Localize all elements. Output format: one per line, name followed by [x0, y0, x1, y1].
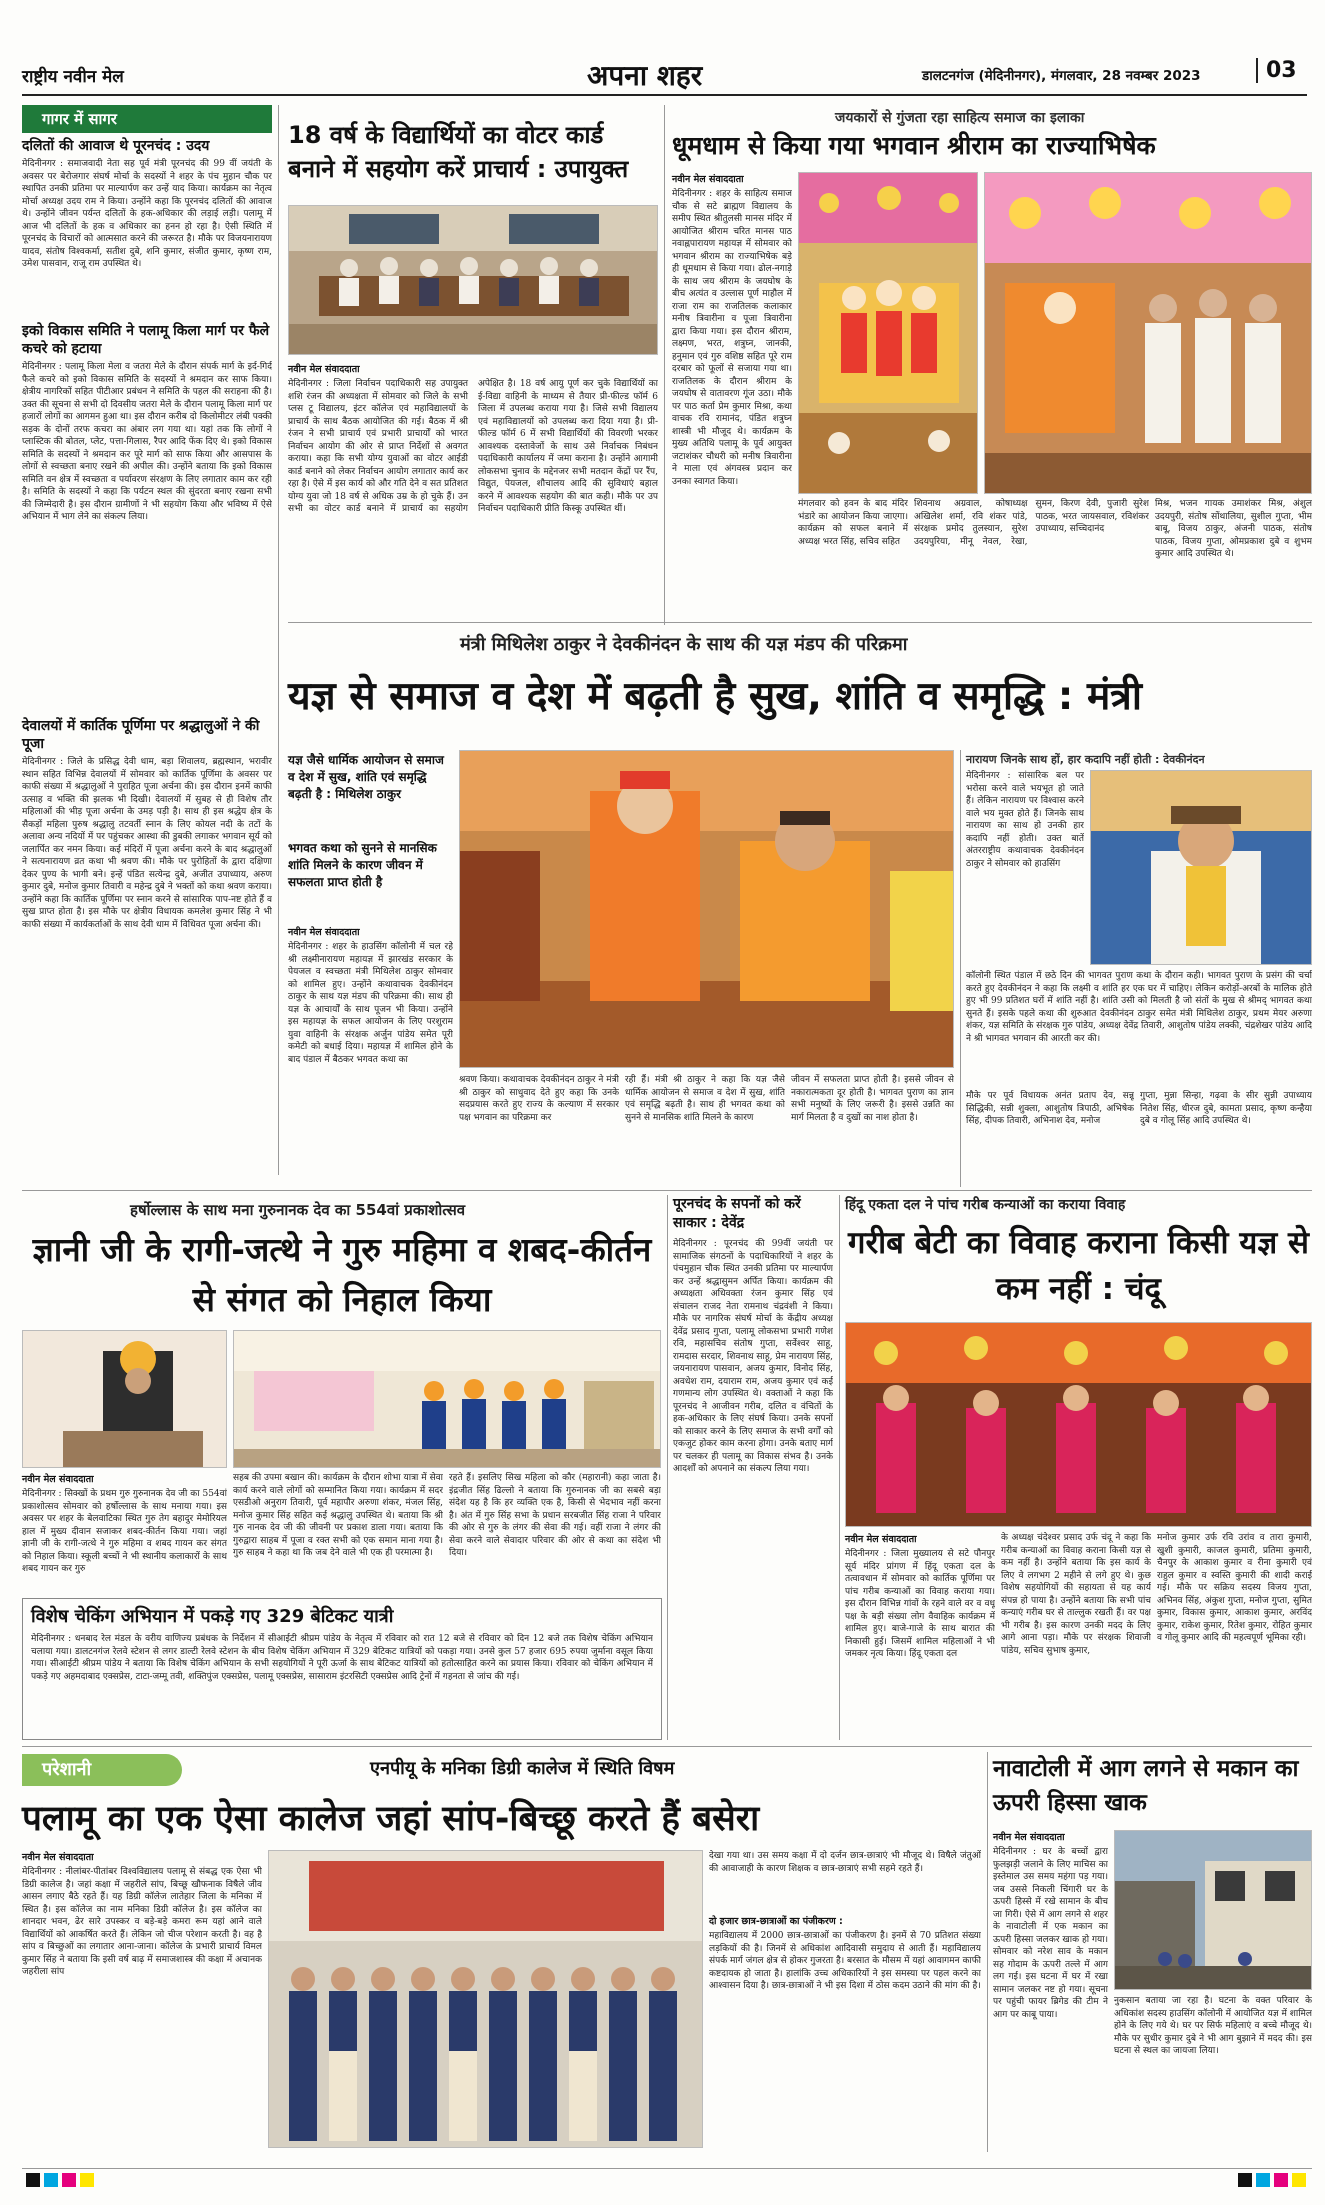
kicker-minister: मंत्री मिथिलेश ठाकुर ने देवकीनंदन के साथ की यज्ञ मंडप की परिक्रमा — [460, 634, 908, 655]
section-title: अपना शहर — [587, 59, 703, 92]
ram-article-col4: मिश्र, भजन गायक उमाशंकर मिश्र, अंशुल उदयपुरी, संतोष सोंथालिया, सुशील गुप्ता, भीम बाबू, विजय ठाकुर, अंजनी पाठक, संतोष पाठक, विजय गुप्ता, ओमप्रकाश दुबे व शुभम कुमार आदि उपस्थित थे। — [1155, 499, 1312, 559]
guru-article-col1 — [22, 1472, 227, 1590]
college-subhead: दो हजार छात्र-छात्राओं का पंजीकरण : — [709, 1916, 843, 1927]
headline-minister: यज्ञ से समाज व देश में बढ़ती है सुख, शांति व समृद्धि : मंत्री — [288, 674, 1142, 719]
article-body: मेदिनीनगर : नीलांबर-पीतांबर विश्वविद्यालय पलामू से संबद्ध एक ऐसा भी डिग्री कालेज है। जहां कक्षा में जहरीले सांप, बिच्छू खौफनाक विषैले जीव आसन लगाए बैठे रहते हैं। यह डिग्री कॉलेज लातेहार जिला के मनिका में स्थित है। इस कॉलेज का नाम मनिका डिग्री कॉलेज है। इस कॉलेज का शानदार भवन, ढेर सारे उपस्कर व बड़े-बड़े कमरा रूम यहां आने वाले विद्यार्थियों को आकर्षित करते हैं। लेकिन जो चीज परेशान करती है। वह है सांप व बिच्छुओं का लगातार आना-जाना। कॉलेज के प्रभारी प्राचार्य विमल कुमार सिंह ने बताया कि इसी वर्ष बाढ़ में समाजशास्त्र की कक्षा में अचानक जहरीला सांप — [22, 1867, 262, 1977]
article-body: मेदिनीनगर : घर के बच्चों द्वारा फुलझड़ी जलाने के लिए माचिस का इस्तेमाल उस समय महंगा पड़ गया। जब उससे निकली चिंगारी घर के ऊपरी हिस्से में रखे सामान के बीच जा गिरी। ऐसे में आग लगने से शहर के नावाटोली में एक मकान का ऊपरी हिस्सा जलकर खाक हो गया। सोमवार को नरेश साव के मकान सह गोदाम के ऊपरी तल्ले में आग लग गई। इस घटना में घर में रखा सामान जलकर नष्ट हो गया। सूचना पर पहुंची फायर ब्रिगेड की टीम ने आग पर काबू पाया। — [993, 1847, 1108, 2020]
headline-wedding: गरीब बेटी का विवाह कराना किसी यज्ञ से कम नहीं : चंदू — [848, 1225, 1309, 1307]
photo-raagi — [22, 1330, 227, 1468]
minister-quote-1: यज्ञ जैसे धार्मिक आयोजन से समाज व देश में सुख, शांति एवं समृद्धि बढ़ती है : मिथिलेश ठाकुर — [288, 753, 444, 801]
article-body: मेदिनीनगर : शहर के हाउसिंग कॉलोनी में चल रहे श्री लक्ष्मीनारायण महायज्ञ में झारखंड सरकार के पेयजल व स्वच्छता मंत्री मिथिलेश ठाकुर सोमवार को शामिल हुए। उन्होंने कथावाचक देवकीनंदन ठाकुर के साथ यज्ञ मंडप की परिक्रमा की। साथ ही यज्ञ के आचार्यों के साथ पूजन भी किया। उन्होंने इस महायज्ञ के सफल आयोजन के लिए परशुराम युवा वाहिनी के संरक्षक अर्जुन पांडेय समेत पूरी कमेटी को बधाई दिया। महायज्ञ में शामिल होने के बाद पंडाल में बैठकर भगवत कथा का — [288, 942, 453, 1065]
photo-devkinandan — [1090, 770, 1312, 965]
ram-article-col1 — [672, 172, 792, 617]
left-column — [22, 105, 272, 1175]
byline: नवीन मेल संवाददाता — [288, 927, 360, 938]
guru-article-col3: रहते हैं। इसलिए सिख महिला को कौर (महारानी) कहा जाता है। इंद्रजीत सिंह ढिल्लो ने बताया कि गुरुनानक जी का सबसे बड़ा संदेश यह है कि हर व्यक्ति एक है, किसी से भेदभाव नहीं करना है। अंत में गुरु सिंह सभा के प्रधान सरबजीत सिंह राजा ने परिवार की ओर से गुरु के लंगर की सेवा की गई। वहीं राजा ने लंगर की सेवा करने वाले सेवादार परिवार की ओर से कथा का संदेश भी दिया। — [449, 1473, 661, 1558]
dateline: डालटनगंज (मेदिनीनगर), मंगलवार, 28 नवम्बर 2023 — [922, 68, 1201, 84]
article-body: मेदिनीनगर : सिक्खों के प्रथम गुरु गुरुनानक देव जी का 554वां प्रकाशोत्सव सोमवार को हर्षोल्लास के साथ मनाया गया। इस अवसर पर शहर के बेलवाटिका स्थित गुरु तेग बहादुर मेमोरियल हाल में मुख्य दीवान सजाकर शबद-कीर्तन किया गया। जहां ज्ञानी जी के रागी-जत्थे ने गुरु महिमा व शबद गायन कर संगत को निहाल किया। स्कूली बच्चों ने भी स्थानीय कलाकारों के साथ शबद गायन कर गुरु — [22, 1489, 227, 1574]
wedding-article-col3: मनोज कुमार उर्फ रवि उरांव व तारा कुमारी, खुशी कुमारी, काजल कुमारी, प्रतिमा कुमारी, चैनपुर के आकाश कुमार व रीना कुमारी एवं राहुल कुमार व स्वस्ति कुमारी की शादी कराई गई। मौके पर सक्रिय सदस्य विजय गुप्ता, अभिनव सिंह, अंकुश गुप्ता, मनोज गुप्ता, सुमित कुमार, विकास कुमार, आकाश कुमार, अरविंद कुमार, राकेश कुमार, रितेश कुमार, रोहित कुमार व गोलू कुमार आदि की महत्वपूर्ण भूमिका रही। — [1157, 1533, 1312, 1643]
ram-article-col2: मंगलवार को हवन के बाद मंदिर भंडारे का आयोजन किया जाएगा। कार्यक्रम को सफल बनाने में अध्यक्ष भरत सिंह, सचिव सहित — [798, 499, 908, 547]
kicker-wedding: हिंदू एकता दल ने पांच गरीब कन्याओं का कराया विवाह — [845, 1197, 1126, 1213]
voter-article — [288, 362, 658, 612]
side-kicker: नारायण जिनके साथ हों, हार कदापि नहीं होती : देवकीनंदन — [966, 753, 1205, 766]
brief-body-3: मेदिनीनगर : जिले के प्रसिद्ध देवी धाम, बड़ा शिवालय, ब्रह्मस्थान, भरावीर स्थान सहित विभिन्न देवालयों में सोमवार को कार्तिक पूर्णिमा के अवसर पर काफी संख्या में श्रद्धालुओं ने पुराहित पूजा अर्चना की। इस दौरान इनमें काफी उत्साह व भक्ति की झलक भी दिखी। देवालयों में सुबह से ही विशेष तौर महिलाओं की भीड़ पूजा अर्चना के उमड़ पड़ी है। साथ ही इस श्रद्धेय क्षेत्र के सैकड़ों महिला पुरुष श्रद्धालु तटवर्ती स्नान के लिए कोयल नदी के तटों के अलावा अन्य नदियों में पर पहुंचकर आस्था की डुबकी लगाकर भगवान सूर्य को जलार्पित कर नमन किया। कई मंदिरों में पूजा अर्चना करने के बाद श्रद्धालुओं ने सत्यनारायण व्रत कथा भी श्रवण की। मौके पर पुरोहितों के द्वारा दक्षिणा देकर पुण्य के भागी बने। इन्हें पंडित सत्येन्द्र दुबे, अजीत उपाध्याय, अरुण कुमार दुबे, मनोज कुमार तिवारी व महेन्द्र दुबे ने भक्तों को कथा श्रवण कराया। उन्होंने कहा कि कार्तिक पूर्णिमा पर स्नान करने से सांसारिक पाप-नष्ट होते हैं व सुख प्राप्त होता है। इस मौके पर क्षेत्रीय विधायक कमलेश कुमार सिंह ने भी काफी संख्या में कार्यकर्ताओं के साथ देवी धाम में विधिवत पूजा अर्चना की। — [22, 757, 272, 930]
minister-article-col1 — [288, 925, 453, 1187]
wedding-article-col2: के अध्यक्ष चंदेश्वर प्रसाद उर्फ चंदू ने कहा कि गरीब कन्याओं का विवाह कराना किसी यज्ञ से कम नहीं है। उन्होंने बताया कि इस कार्य के लिए वे लगभग 2 महीने से लगे हुए थे। कुछ विशेष सहयोगियों की सहायता से यह कार्य संपन्न हो पाया है। उन्होंने बताया कि सभी पांच कन्याएं गरीब घर से ताल्लुक रखती हैं। वर पक्ष भी गरीब है। इस कारण उनकी मदद के लिए आगे आना पड़ा। मौके पर संरक्षक शिवाजी पांडेय, सचिव सुभाष कुमार, — [1001, 1533, 1151, 1656]
side-article-col2: कॉलोनी स्थित पंडाल में छठे दिन की भागवत पुराण कथा के दौरान कही। भागवत पुराण के प्रसंग की चर्चा करते हुए देवकीनंदन ने कहा कि लक्ष्मी व शांति हर एक घर में चाहिए। लेकिन करोड़ों-अरबों के मालिक होते हुए भी 99 प्रतिशत घरों में शांति नहीं है। शांति उसी को मिलती है जो संतों के मुख से श्रीमद् भागवत कथा सुनते हैं। इसके पहले कथा की शुरुआत देवकीनंदन ठाकुर समेत मंत्री मिथिलेश ठाकुर, प्रथम मेयर अरुणा शंकर, यज्ञ समिति के संरक्षक गुरु पांडेय, अध्यक्ष देवेंद्र तिवारी, आशुतोष पांडेय लक्की, चंद्रशेखर पांडेय आदि ने श्री भागवत भगवान की आरती कर की। — [966, 971, 1312, 1044]
guru-article-col2: सहब की उपमा बखान की। कार्यक्रम के दौरान शोभा यात्रा में सेवा कार्य करने वाले लोगों को सम्मानित किया गया। कार्यक्रम में सदर एसडीओ अनुराग तिवारी, पूर्व महापौर अरुणा शंकर, मंजल सिंह, मनोज कुमार सिंह सहित कई श्रद्धालु उपस्थित थे। बताया कि श्री गुरु नानक देव जी की जीवनी पर प्रकाश डाला गया। बताया कि गुरुद्वारा साहब में पूजा व रक्त सभी को एक समान माना गया है। गुरु साहब ने कहा था कि जब देने वाले भी एक ही परमात्मा है। — [233, 1473, 443, 1558]
kicker-college: एनपीयू के मनिका डिग्री कालेज में स्थिति विषम — [370, 1758, 675, 1779]
minister-article-col3: रही हैं। मंत्री श्री ठाकुर ने कहा कि यज्ञ जैसे धार्मिक आयोजन से समाज व देश में सुख, शांति एवं समृद्धि बढ़ती है। साथ ही भगवत कथा को सुनने से मानसिक शांति मिलने के कारण — [625, 1075, 785, 1123]
headline-college: पलामू का एक ऐसा कालेज जहां सांप-बिच्छू करते हैं बसेरा — [22, 1799, 760, 1839]
section-tag-pareshani: परेशानी — [22, 1754, 182, 1786]
minister-article-col4: जीवन में सफलता प्राप्त होती है। इससे जीवन से नकारात्मकता दूर होती है। भागवत पुराण का ज्ञान सभी मनुष्यों के लिए जरूरी है। इससे उन्नति का मार्ग मिलता है व दुखों का नाश होता है। — [791, 1075, 954, 1123]
column-tag: गागर में सागर — [22, 105, 272, 133]
photo-gurudwara-hall — [233, 1330, 661, 1468]
headline-fire: नावाटोली में आग लगने से मकान का ऊपरी हिस्सा खाक — [993, 1756, 1299, 1816]
photo-fire — [1114, 1830, 1312, 1990]
byline: नवीन मेल संवाददाता — [672, 174, 744, 185]
photo-rajtilak — [984, 172, 1312, 494]
photo-wedding — [845, 1322, 1312, 1527]
article-body: मेदिनीनगर : शहर के साहित्य समाज चौक से सटे ब्राह्मण विद्यालय के समीप स्थित श्रीतुलसी मानस मंदिर में आयोजित श्रीराम चरित मानस पाठ नवाह्नपारायण महायज्ञ में सोमवार को भगवान श्रीराम का राज्याभिषेक बड़े ही धूमधाम से किया गया। ढोल-नगाड़े के साथ जय श्रीराम के जयघोष के बीच अत्यंत व उल्लास पूर्ण माहौल में राजा राम का राजतिलक कलाकार मनीष त्रिवारीना व पूजा त्रिवारीना द्वारा किया गया। इस दौरान श्रीराम, लक्ष्मण, भरत, शत्रुघ्न, जानकी, हनुमान एवं गुरु वशिष्ठ सहित पूरे राम दरबार को फूलों से सजाया गया था। राजतिलक के दौरान श्रीराम के जयघोष से वातावरण गूंज उठा। मौके पर पाठ कर्ता प्रेम कुमार मिश्रा, कथा वाचक रवि रामानंद, पंडित शत्रुघ्न शास्त्री भी मौजूद थे। कार्यक्रम के मुख्य अतिथि पलामू के पूर्व आयुक्त जटाशंकर चौधरी को मनीष त्रिवारीना ने माला एवं अंगवस्त्र प्रदान कर उनका स्वागत किया। — [672, 189, 792, 487]
kicker-guru: हर्षोल्लास के साथ मना गुरुनानक देव का 554वां प्रकाशोत्सव — [130, 1201, 466, 1219]
train-box — [22, 1598, 662, 1740]
brief-title-2: इको विकास समिति ने पलामू किला मार्ग पर फैले कचरे को हटाया — [22, 323, 270, 357]
brief-title-1: दलितों की आवाज थे पूरनचंद : उदय — [22, 138, 210, 154]
puran-article: मेदिनीनगर : पूरनचंद की 99वीं जयंती पर सामाजिक संगठनों के पदाधिकारियों ने शहर के पंचमुहान चौक स्थित उनकी प्रतिमा पर माल्यार्पण कर उन्हें श्रद्धासुमन अर्पित किया। कार्यक्रम की अध्यक्षता अधिवक्ता रंजन कुमार सिंह एवं संचालन राजद नेता रामनाथ चंद्रवंशी ने किया। मौके पर नागरिक संघर्ष मोर्चा के केंद्रीय अध्यक्ष देवेंद्र प्रसाद गुप्ता, पलामू लोकसभा प्रभारी गणेश रवि, महासचिव संतोष गुप्ता, सर्वेश्वर साहू, रामदास सरदार, शिवनाथ साहू, प्रेम नारायण सिंह, जयनारायण पासवान, अजय कुमार, विनोद सिंह, अवधेश राम, दयाराम राम, अजय कुमार एवं कई गणमान्य लोग उपस्थित थे। वक्ताओं ने कहा कि पूरनचंद ने आजीवन गरीब, दलित व वंचितों के हक-अधिकार के लिए संघर्ष किया। उनके सपनों को साकार करने के लिए समाज के सभी वर्गों को एकजुट होकर काम करना होगा। उनके बताए मार्ग पर चलकर ही पलामू का विकास संभव है। उनके आदर्शों को अपनाने का संकल्प लिया गया। — [673, 1239, 833, 1474]
side-article-col3: मौके पर पूर्व विधायक अनंत प्रताप देव, सन्नू सिद्धिकी, सन्नी शुक्ला, आशुतोष त्रिपाठी, अभिषेक सिंह, दीपक तिवारी, अभिनाश देव, मनोज — [966, 1091, 1134, 1126]
kicker-ram: जयकारों से गुंजता रहा साहित्य समाज का इलाका — [835, 110, 1085, 126]
byline: नवीन मेल संवाददाता — [22, 1852, 94, 1863]
brief-body-1: मेदिनीनगर : समाजवादी नेता सह पूर्व मंत्री पूरनचंद की 99 वीं जयंती के अवसर पर बेरोजगार संघर्ष मोर्चा के सदस्यों ने शहर के पंच मुहान चौक पर स्थापित उनकी प्रतिमा पर माल्यार्पण कर उन्हें याद किया। कार्यक्रम का नेतृत्व मोर्चा अध्यक्ष उदय राम ने किया। उन्होंने कहा कि पूरनचंद दलितों की आवाज थे। उन्होंने जीवन पर्यन्त दलितों के हक-अधिकार की लड़ाई लड़ी। पलामू में आज भी दलितों के हक व अधिकार का हनन हो रहा है। ऐसी स्थिति में पूरनचंद के विचारों को आत्मसात करने की जरूरत है। मौके पर विजयनारायण यादव, संतोष विश्वकर्मा, सतीश दुबे, शनि कुमार, संजीत कुमार, कृष्ण राम, उमेश पासवान, राजू राम उपस्थित थे। — [22, 159, 272, 269]
minister-quote-2: भगवत कथा को सुनने से मानसिक शांति मिलने के कारण जीवन में सफलता प्राप्त होती है — [288, 841, 437, 889]
byline: नवीन मेल संवाददाता — [993, 1832, 1065, 1843]
college-article-col2 — [709, 1850, 981, 2150]
side-article-col1: मेदिनीनगर : सांसारिक बल पर भरोसा करने वाले भयभूत हो जाते हैं। लेकिन नारायण पर विश्वास करने वाले भय मुक्त होते हैं। जिनके साथ नारायण का साथ हो उनकी हार कदापि नहीं होती। उक्त बातें अंतरराष्ट्रीय कथावाचक देवकीनंदन ठाकुर ने सोमवार को हाउसिंग — [966, 771, 1084, 869]
brief-body-2: मेदिनीनगर : पलामू किला मेला व जतरा मेले के दौरान संपर्क मार्ग के इर्द-गिर्द फैले कचरे को इको विकास समिति के सदस्यों ने श्रमदान कर साफ किया। क्षेत्रीय नागरिकों सहित पीटीआर प्रबंधन ने समिति के पहल की सराहना की है। उक्त की सूचना से सभी दो दिवसीय जतरा मेले के दौरान पलामू किला मार्ग पर हजारों लोगों का आगमन हुआ था। इस दौरान करीब दो किलोमीटर लंबी पक्की सड़क के दोनों तरफ कचरा का अंबार लग गया था। यहां तक कि लोगों ने प्लास्टिक की बोतल, प्लेट, पत्ता-गिलास, रैपर आदि फेंक दिए थे। इको विकास समिति के सदस्यों ने श्रमदान कर पूरे मार्ग को साफ किया और आसपास के लोगों से स्वच्छता बनाए रखने की अपील की। उन्होंने बताया कि इको विकास समिति वन क्षेत्र में स्वच्छता व पर्यावरण संरक्षण के लिए लगातार काम कर रही है। समिति के सदस्यों ने कहा कि पर्यटन स्थल की सुंदरता बनाए रखना सभी की जिम्मेदारी है। इस दौरान ग्रामीणों ने भी सहयोग किया और भविष्य में ऐसे अभियान में भाग लेने का संकल्प लिया। — [22, 362, 272, 522]
photo-college-group — [268, 1850, 703, 2148]
ram-article-col3: शिवनाथ अग्रवाल, कोषाध्यक्ष अखिलेश शर्मा, रवि शंकर पांडे, संरक्षक प्रमोद तुलस्यान, सुरेश उदयपुरिया, मीनू नेवल, रेखा, सुमन, किरण देवी, पुजारी सुरेश पाठक, भरत जायसवाल, रविशंकर उपाध्याय, सच्चिदानंद — [914, 499, 1149, 547]
side-article-col4: गुप्ता, मुन्ना सिन्हा, गढ़वा के सीर सुन्नी उपाध्याय नितेश सिंह, धीरज दुबे, कामता प्रसाद, कृष्ण कन्हैया दुबे व गोलू सिंह आदि उपस्थित थे। — [1140, 1091, 1312, 1126]
byline: नवीन मेल संवाददाता — [22, 1474, 94, 1485]
train-article: मेदिनीनगर : धनबाद रेल मंडल के वरीय वाणिज्य प्रबंधक के निर्देशन में सीआईटी श्रीप्रम पांडेय के नेतृत्व में रविवार को रात 12 बजे से रविवार को दिन 12 बजे तक विशेष चेकिंग अभियान चलाया गया। डालटनगंज रेलवे स्टेशन से लगर डाल्टी रेलवे स्टेशन के बीच विशेष चेकिंग अभियान में 329 बेटिकट यात्रियों को पकड़ा गया। उनसे कुल 57 हजार 695 रुपया जुर्माना वसूल किया गया। सीआईटी श्रीप्रम पांडेय ने बताया कि विशेष चेकिंग अभियान के सभी सहयोगियों ने पूरी ऊर्जा के साथ बेटिकट यात्रियों को हतोत्साहित करने का प्रयास किया। रविवार को चेकिंग अभियान में पकड़े गए अहमदाबाद एक्सप्रेस, टाटा-जम्मू तवी, शक्तिपुंज एक्सप्रेस, पलामू एक्सप्रेस, सासाराम इंटरसिटी एक्सप्रेस आदि ट्रेनों में गहनता से जांच की गई। — [31, 1634, 653, 1682]
headline-train: विशेष चेकिंग अभियान में पकड़े गए 329 बेटिकट यात्री — [31, 1606, 394, 1627]
byline: नवीन मेल संवाददाता — [845, 1534, 917, 1545]
masthead — [22, 54, 1307, 96]
article-body: मेदिनीनगर : जिला निर्वाचन पदाधिकारी सह उपायुक्त शशि रंजन की अध्यक्षता में सोमवार को जिले के सभी प्लस टू विद्यालय, इंटर कॉलेज एवं महाविद्यालयों के प्राचार्य के साथ बैठक आयोजित की गई। बैठक में श्री रंजन ने सभी प्राचार्य एवं प्रभारी प्राचार्यों को भारत निर्वाचन आयोग की ओर से प्राप्त निर्देशों से अवगत कराया। कहा कि सभी योग्य युवाओं का वोटर आईडी कार्ड बनाने को लेकर निर्वाचन आयोग लगातार कार्य कर रहा है। ऐसे में इस कार्य को और गति देने व सत प्रतिशत योग्य युवा जो 18 वर्ष से अधिक उम्र के हो चुके हैं। उन सभी का वोटर कार्ड बनाने में प्राचार्य का सहयोग अपेक्षित है। 18 वर्ष आयु पूर्ण कर चुके विद्यार्थियों का ई-विद्या वाहिनी के माध्यम से तैयार प्री-फील्ड फॉर्म 6 जिला में उपलब्ध कराया गया है। जिसे सभी विद्यालय एवं महाविद्यालयों को उपलब्ध करा दिया गया है। प्री-फील्ड फॉर्म 6 में सभी विद्यार्थियों की विवरणी भरकर आवश्यक दस्तावेजों के साथ उसे निर्वाचक निबंधन पदाधिकारी कार्यालय में जमा कराना है। उन्होंने आगामी लोकसभा चुनाव के मद्देनजर सभी मतदान केंद्रों पर रैंप, विद्युत, पेयजल, शौचालय आदि की सुविधाएं बहाल करने में आवश्यक सहयोग की बात कही। मौके पर उप निर्वाचन पदाधिकारी प्रीति किस्कू उपस्थित थीं। — [288, 379, 658, 514]
minister-article-col2: श्रवण किया। कथावाचक देवकीनंदन ठाकुर ने मंत्री श्री ठाकुर को साधुवाद देते हुए कहा कि उनके सदप्रयास करते हुए राज्य के कल्याण में सरकार पक्ष भगवान का परिक्रमा कर — [459, 1075, 619, 1123]
college-article-col1 — [22, 1850, 262, 2150]
headline-voter: 18 वर्ष के विद्यार्थियों का वोटर कार्ड बनाने में सहयोग करें प्राचार्य : उपायुक्त — [288, 121, 629, 183]
photo-ram-darbar — [798, 172, 978, 494]
brief-title-3: देवालयों में कार्तिक पूर्णिमा पर श्रद्धालुओं ने की पूजा — [22, 718, 260, 752]
paper-logo: राष्ट्रीय नवीन मेल — [22, 67, 124, 87]
article-body: देखा गया था। उस समय कक्षा में दो दर्जन छात्र-छात्राएं भी मौजूद थे। विषैले जंतुओं की आवाजाही के कारण शिक्षक व छात्र-छात्राएं सभी सहमे रहते हैं। — [709, 1851, 981, 1874]
fire-article-col1 — [993, 1830, 1108, 2150]
headline-puran: पूरनचंद के सपनों को करें साकार : देवेंद्र — [673, 1196, 801, 1231]
byline: नवीन मेल संवाददाता — [288, 364, 360, 375]
headline-ram: धूमधाम से किया गया भगवान श्रीराम का राज्याभिषेक — [672, 131, 1156, 160]
registration-marks — [22, 2168, 1312, 2188]
page-number: 03 — [1256, 58, 1297, 83]
photo-meeting — [288, 205, 658, 355]
article-body: महाविद्यालय में 2000 छात्र-छात्राओं का पंजीकरण है। इनमें से 70 प्रतिशत संख्या लड़कियों की है। जिनमें से अधिकांश आदिवासी समुदाय से आती हैं। महाविद्यालय संपर्क मार्ग जंगल क्षेत्र से होकर गुजरता है। बरसात के मौसम में यहां आवागमन काफी कष्टदायक हो जाता है। हालांकि उच्च अधिकारियों ने इस समस्या पर पहल करने का आश्वासन दिया है। छात्र-छात्राओं ने भी इस दिशा में ठोस कदम उठाने की मांग की है। — [709, 1931, 981, 1991]
photo-minister-yagya — [459, 750, 954, 1068]
fire-article-col2: नुकसान बताया जा रहा है। घटना के वक्त परिवार के अधिकांश सदस्य हाउसिंग कॉलोनी में आयोजित यज्ञ में शामिल होने के लिए गये थे। घर पर सिर्फ महिलाएं व बच्चे मौजूद थे। मौके पर सुधीर कुमार दुबे ने भी आग बुझाने में मदद की। इस घटना से स्थल का जायजा लिया। — [1114, 1996, 1312, 2056]
wedding-article-col1 — [845, 1532, 995, 1740]
article-body: मेदिनीनगर : जिला मुख्यालय से सटे पौनपुर सूर्य मंदिर प्रांगण में हिंदू एकता दल के तत्वावधान में सोमवार को कार्तिक पूर्णिमा पर पांच गरीब कन्याओं का विवाह कराया गया। इस दौरान विभिन्न गांवों के रहने वाले वर व वधू पक्ष के बड़ी संख्या लोग वैवाहिक कार्यक्रम में शामिल हुए। बाजे-गाजे के साथ बारात की निकासी हुई। जिसमें शामिल महिलाओं ने भी जमकर नृत्य किया। हिंदू एकता दल — [845, 1549, 995, 1659]
headline-guru: ज्ञानी जी के रागी-जत्थे ने गुरु महिमा व शबद-कीर्तन से संगत को निहाल किया — [32, 1230, 652, 1319]
